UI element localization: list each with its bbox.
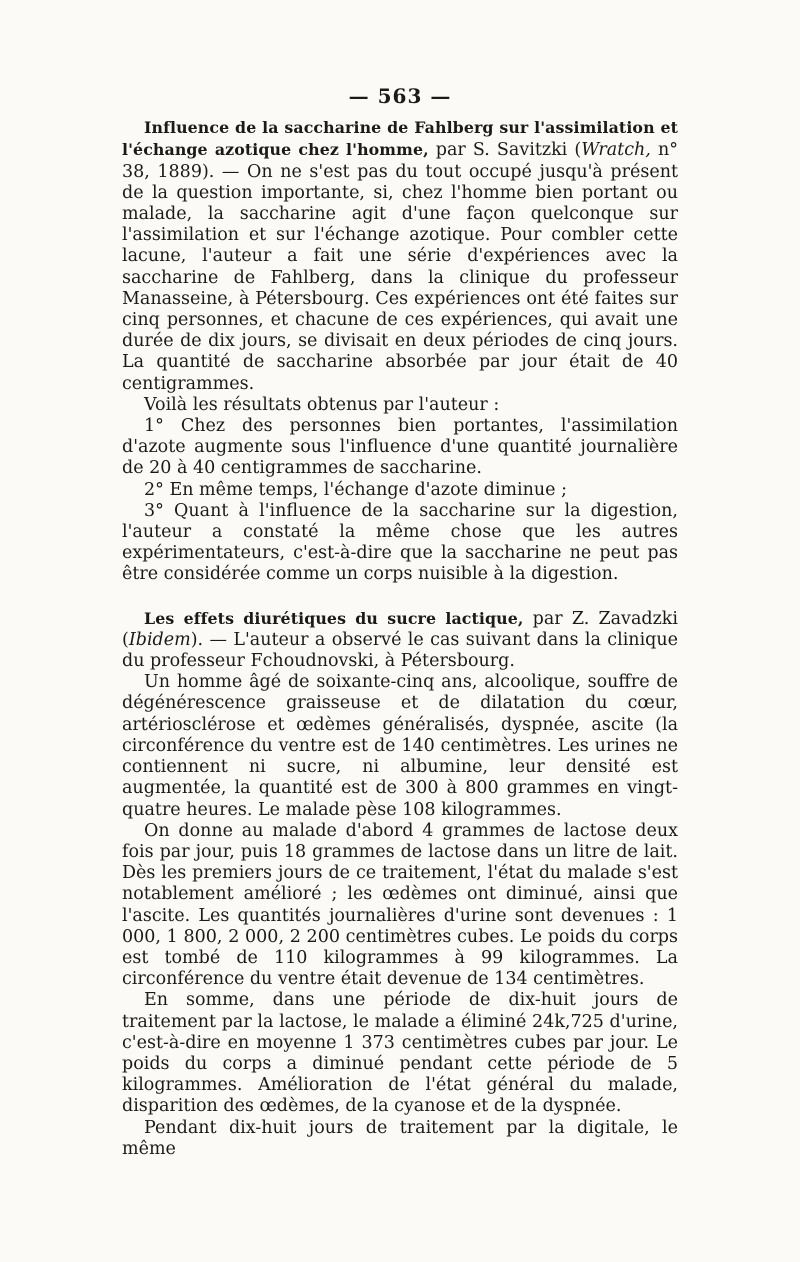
article-2-title: Les effets diurétiques du sucre lactique, <box>144 608 524 628</box>
article-2-body: ). — L'auteur a observé le cas suivant dans la clinique du professeur Fchoudnovski, à Pétersbourg. <box>122 629 678 672</box>
article-1-body: n° 38, 1889). — On ne s'est pas du tout occupé jusqu'à présent de la question importante, si, chez l'homme bien portant ou malade, la saccharine agit d'une façon quelconque sur l'assimilation et sur l'échange azotique. Pour combler cette lacune, l'auteur a fait une série d'expériences avec la saccharine de Fahlberg, dans la clinique du professeur Manasseine, à Pétersbourg. Ces expériences ont été faites sur cinq personnes, et chacune de ces expériences, qui avait une durée de dix jours, se divisait en deux périodes de cinq jours. La quantité de saccharine absorbée par jour était de 40 centigrammes. <box>122 140 678 394</box>
article-1-paragraph-5: 3° Quant à l'influence de la saccharine sur la digestion, l'auteur a constaté la même chose que les autres expérimentateurs, c'est-à-dire que la saccharine ne peut pas être considérée comme un corps nuisible à la digestion. <box>122 500 678 585</box>
article-2-paragraph-3: On donne au malade d'abord 4 grammes de lactose deux fois par jour, puis 18 grammes de lactose dans un litre de lait. Dès les premiers jours de ce traitement, l'état du malade s'est notablement amélioré ; les œdèmes ont diminué, ainsi que l'ascite. Les quantités journalières d'urine sont devenues : 1 000, 1 800, 2 000, 2 200 centimètres cubes. Le poids du corps est tombé de 110 kilogrammes à 99 kilogrammes. La circonférence du ventre était devenue de 134 centimètres. <box>122 820 678 990</box>
article-2-paragraph-1 <box>122 608 678 673</box>
article-2-paragraph-5: Pendant dix-huit jours de traitement par la digitale, le même <box>122 1117 678 1159</box>
article-1-byline: par S. Savitzki ( <box>428 140 582 161</box>
article-saccharine <box>122 117 678 585</box>
article-1-paragraph-1 <box>122 117 678 395</box>
article-2-byline: par Z. Zavadzki ( <box>122 608 679 650</box>
article-1-paragraph-4: 2° En même temps, l'échange d'azote diminue ; <box>144 479 567 500</box>
article-1-paragraph-3: 1° Chez des personnes bien portantes, l'assimilation d'azote augmente sous l'influence d'une quantité journalière de 20 à 40 centigrammes de saccharine. <box>122 416 678 479</box>
article-2-journal: Ibidem <box>128 629 191 650</box>
article-2-paragraph-2: Un homme âgé de soixante-cinq ans, alcoolique, souffre de dégénérescence graisseuse et de dilatation du cœur, artériosclérose et œdèmes généralisés, dyspnée, ascite (la circonférence du ventre est de 140 centimètres. Les urines ne contiennent ni sucre, ni albumine, leur densité est augmentée, la quantité est de 300 à 800 grammes en vingt-quatre heures. Le malade pèse 108 kilogrammes. <box>122 672 678 820</box>
article-separator <box>122 586 678 608</box>
document-page <box>122 86 678 1160</box>
page-number: — 563 — <box>348 84 452 108</box>
article-1-title: Influence de la saccharine de Fahlberg sur l'assimilation et l'échange azotique chez l'homme, <box>122 118 678 160</box>
article-lactose <box>122 608 678 1160</box>
article-1-paragraph-2: Voilà les résultats obtenus par l'auteur : <box>144 394 500 415</box>
article-1-journal: Wratch, <box>581 140 651 161</box>
article-2-paragraph-4: En somme, dans une période de dix-huit jours de traitement par la lactose, le malade a éliminé 24k,725 d'urine, c'est-à-dire en moyenne 1 373 centimètres cubes par jour. Le poids du corps a diminué pendant cette période de 5 kilogrammes. Amélioration de l'état général du malade, disparition des œdèmes, de la cyanose et de la dyspnée. <box>122 990 678 1117</box>
